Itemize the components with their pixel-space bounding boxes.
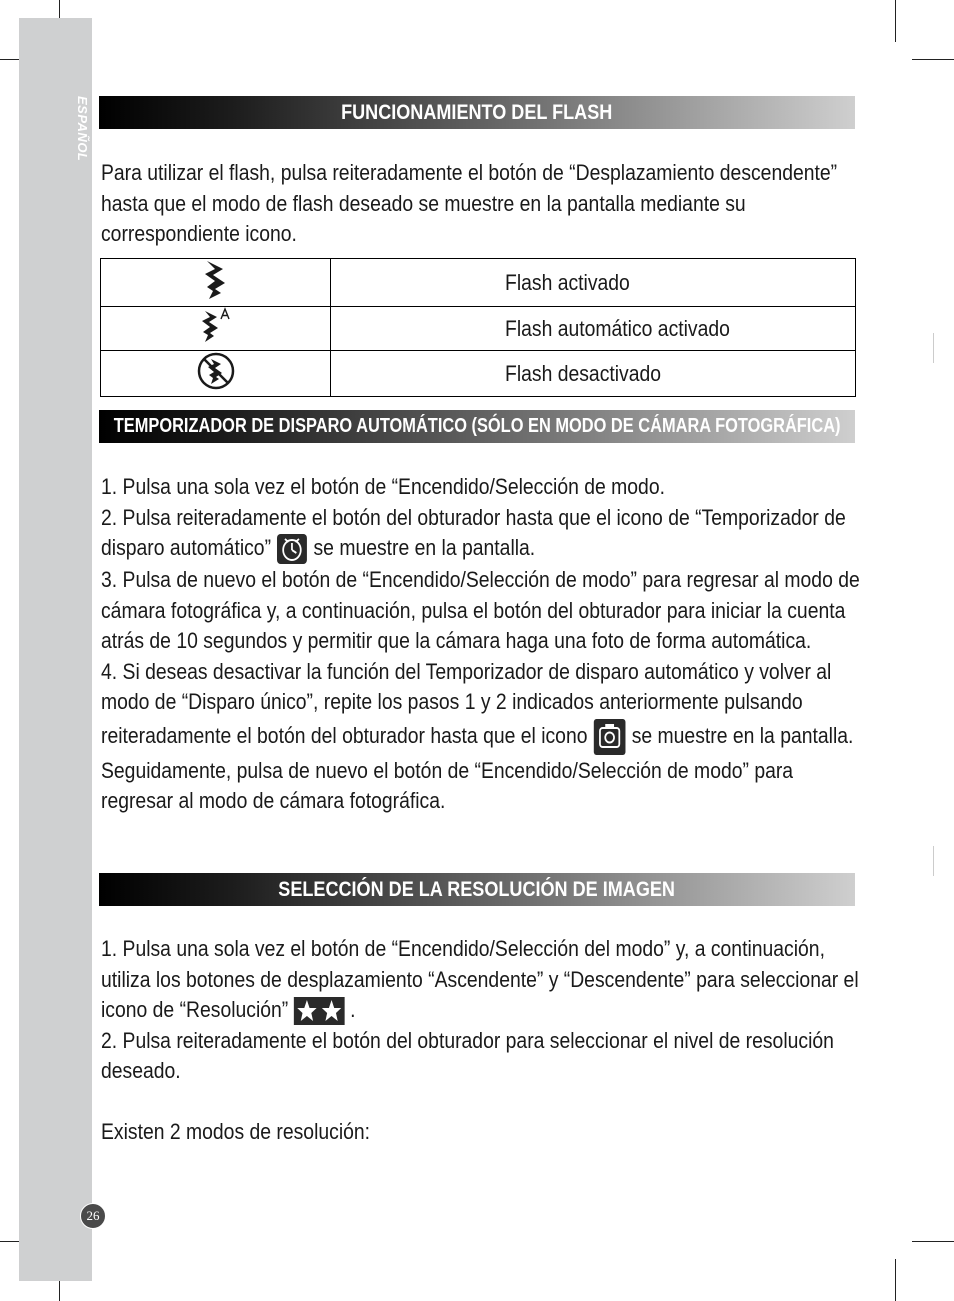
table-row xyxy=(101,307,856,351)
table-row xyxy=(101,259,856,307)
self-timer-icon xyxy=(276,533,308,565)
crop-mark xyxy=(933,333,934,363)
timer-section-title: TEMPORIZADOR DE DISPARO AUTOMÁTICO (SÓLO EN MODO DE CÁMARA FOTOGRÁFICA) xyxy=(113,415,841,437)
flash-mode-label: Flash desactivado xyxy=(505,360,662,386)
flash-intro xyxy=(101,158,838,250)
timer-steps xyxy=(101,472,860,817)
flash-intro-text: Para utilizar el flash, pulsa reiteradamente el botón de “Desplazamiento descendente” hasta que el modo de flash deseado se muestre en la pantalla mediante su correspondiente icono. xyxy=(101,160,838,246)
crop-mark xyxy=(895,1259,896,1301)
resolution-step-1-text: 1. Pulsa una sola vez el botón de “Encendido/Selección del modo” y, a continuación, utiliza los botones de desplazamiento “Ascendente” y “Descendente” para seleccionar el icono de “Resolución” xyxy=(101,936,859,1022)
flash-modes-table xyxy=(100,258,856,397)
resolution-steps xyxy=(101,934,859,1148)
timer-step-4-end: se muestre en la pantalla. Seguidamente, pulsa de nuevo el botón de “Encendido/Selección de modo” para regresar al modo de cámara fotográfica. xyxy=(101,722,854,814)
timer-step-3: 3. Pulsa de nuevo el botón de “Encendido/Selección de modo” para regresar al modo de cámara fotográfica y, a continuación, pulsa el botón del obturador para iniciar la cuenta atrás de 10 segundos y permitir que la cámara haga una foto de forma automática. xyxy=(101,567,860,654)
side-tab xyxy=(19,18,92,1281)
table-row xyxy=(101,351,856,397)
flash-section-header xyxy=(99,96,855,129)
timer-step-2-text: 2. Pulsa reiteradamente el botón del obturador hasta que el icono de “Temporizador de disparo automático” xyxy=(101,504,846,560)
flash-auto-icon xyxy=(199,307,233,345)
flash-on-icon xyxy=(201,259,231,301)
timer-section-header xyxy=(99,410,855,443)
flash-off-icon xyxy=(196,351,236,391)
timer-step-4 xyxy=(101,657,861,817)
resolution-section-title: SELECCIÓN DE LA RESOLUCIÓN DE IMAGEN xyxy=(278,877,676,901)
flash-section-title: FUNCIONAMIENTO DEL FLASH xyxy=(341,100,613,124)
resolution-step-2: 2. Pulsa reiteradamente el botón del obturador para seleccionar el nivel de resolución deseado. xyxy=(101,1027,834,1083)
crop-mark xyxy=(912,1241,954,1242)
crop-mark xyxy=(912,59,954,60)
single-shot-icon xyxy=(593,718,626,756)
timer-step-2-end: se muestre en la pantalla. xyxy=(313,535,536,560)
page-number: 26 xyxy=(80,1203,106,1229)
flash-mode-label: Flash automático activado xyxy=(505,315,730,341)
resolution-section-header xyxy=(99,873,855,906)
resolution-step-1-end: . xyxy=(350,997,356,1022)
flash-mode-label: Flash activado xyxy=(505,269,630,295)
timer-step-1: 1. Pulsa una sola vez el botón de “Encendido/Selección de modo. xyxy=(101,474,665,499)
resolution-step-1 xyxy=(101,934,861,1026)
timer-step-4-text: 4. Si deseas desactivar la función del Temporizador de disparo automático y volver al modo de “Disparo único”, repite los pasos 1 y 2 indicados anteriormente pulsando reiteradamente el botón del obturador hasta que el icono xyxy=(101,658,832,748)
resolution-stars-icon xyxy=(294,997,345,1025)
crop-mark xyxy=(895,0,896,42)
language-label: ESPAÑOL xyxy=(75,96,90,162)
crop-mark xyxy=(933,846,934,876)
timer-step-2 xyxy=(101,503,861,566)
resolution-modes-intro: Existen 2 modos de resolución: xyxy=(101,1119,371,1144)
